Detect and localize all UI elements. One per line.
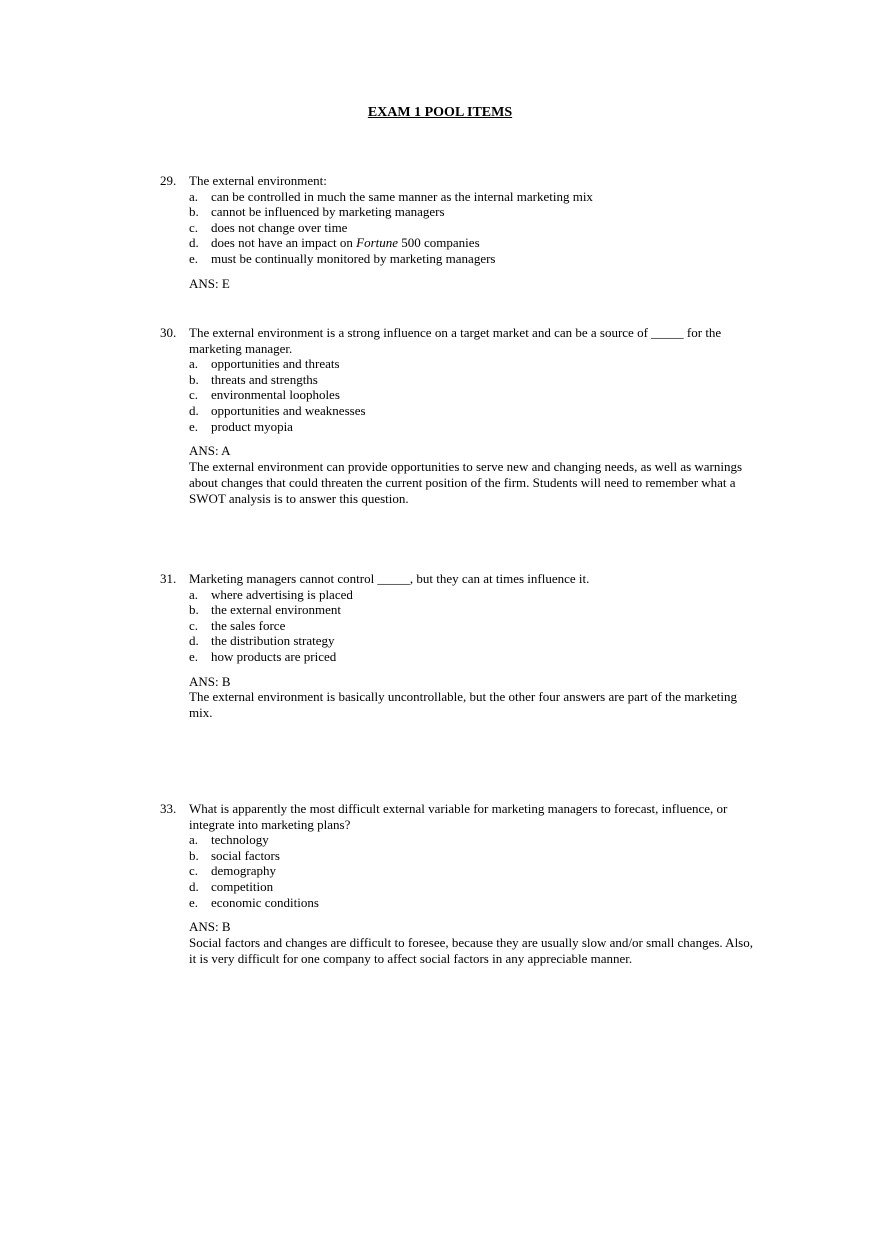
- option-text-post: 500 companies: [398, 235, 480, 251]
- answer: ANS: B: [189, 919, 231, 935]
- option-letter: c.: [189, 863, 199, 879]
- answer-explanation: The external environment is basically uncontrollable, but the other four answers are part of the marketing mix.: [189, 689, 737, 721]
- option-c: [189, 863, 760, 879]
- option-c: [189, 220, 760, 236]
- option-e: [189, 895, 760, 911]
- option-b: [189, 204, 760, 220]
- option-letter: c.: [189, 387, 199, 403]
- option-letter: e.: [189, 648, 199, 664]
- option-c: [189, 387, 760, 403]
- option-letter: c.: [189, 219, 199, 235]
- option-text: the distribution strategy: [211, 633, 335, 649]
- question-number: 33.: [160, 801, 177, 816]
- option-letter: b.: [189, 371, 199, 387]
- option-text: opportunities and weaknesses: [211, 402, 366, 418]
- option-d: [189, 235, 760, 251]
- question-stem: The external environment:: [189, 173, 327, 188]
- option-letter: e.: [189, 418, 199, 434]
- option-letter: d.: [189, 633, 199, 649]
- answer-explanation: The external environment can provide opportunities to serve new and changing needs, as well as warnings about changes that could threaten the current position of the firm. Students will need to remember what a SWOT analysis is to answer this question.: [189, 458, 743, 506]
- question-number: 30.: [160, 325, 177, 340]
- option-text-italic: Fortune: [356, 235, 399, 251]
- answer: ANS: A: [189, 443, 231, 459]
- answer: ANS: E: [189, 275, 230, 291]
- option-letter: e.: [189, 894, 199, 910]
- option-text-pre: does not have an impact on: [211, 235, 357, 251]
- option-text: can be controlled in much the same manner as the internal marketing mix: [211, 188, 593, 204]
- option-d: [189, 633, 760, 649]
- question-number: 29.: [160, 173, 177, 188]
- question-31: [160, 571, 760, 721]
- question-number: 31.: [160, 571, 177, 586]
- option-text: the external environment: [211, 602, 341, 618]
- option-text: competition: [211, 878, 274, 894]
- option-letter: d.: [189, 878, 199, 894]
- option-d: [189, 879, 760, 895]
- option-text: how products are priced: [211, 648, 337, 664]
- option-c: [189, 618, 760, 634]
- option-letter: b.: [189, 847, 199, 863]
- option-d: [189, 403, 760, 419]
- option-letter: b.: [189, 204, 199, 220]
- option-text: environmental loopholes: [211, 387, 340, 403]
- option-text: cannot be influenced by marketing managers: [211, 204, 445, 220]
- option-text: [211, 235, 760, 251]
- option-letter: a.: [189, 832, 199, 848]
- question-stem: The external environment is a strong influence on a target market and can be a source of _____ for the marketing manager.: [189, 325, 722, 356]
- question-stem: What is apparently the most difficult external variable for marketing managers to forecast, influence, or integrate into marketing plans?: [189, 801, 728, 832]
- option-b: [189, 602, 760, 618]
- option-letter: a.: [189, 586, 199, 602]
- question-30: [160, 325, 760, 507]
- answer: ANS: B: [189, 673, 231, 689]
- option-text: economic conditions: [211, 894, 319, 910]
- option-text: threats and strengths: [211, 371, 318, 387]
- option-e: [189, 251, 760, 267]
- option-letter: c.: [189, 617, 199, 633]
- option-text: where advertising is placed: [211, 586, 353, 602]
- option-letter: d.: [189, 235, 199, 251]
- option-text: the sales force: [211, 617, 286, 633]
- option-text: must be continually monitored by marketing managers: [211, 250, 496, 266]
- option-text: demography: [211, 863, 276, 879]
- option-a: [189, 587, 760, 603]
- option-text: social factors: [211, 847, 280, 863]
- option-text: does not change over time: [211, 219, 348, 235]
- option-text: product myopia: [211, 418, 293, 434]
- answer-explanation: Social factors and changes are difficult to foresee, because they are usually slow and/or small changes. Also, it is very difficult for one company to affect social factors in any appreciable manner.: [189, 934, 753, 966]
- option-a: [189, 356, 760, 372]
- option-b: [189, 372, 760, 388]
- question-33: [160, 801, 760, 967]
- page-title: EXAM 1 POOL ITEMS: [367, 105, 513, 120]
- option-text: technology: [211, 832, 269, 848]
- option-text: opportunities and threats: [211, 356, 340, 372]
- option-a: [189, 189, 760, 205]
- option-letter: d.: [189, 402, 199, 418]
- option-letter: e.: [189, 250, 199, 266]
- option-letter: a.: [189, 188, 199, 204]
- option-e: [189, 419, 760, 435]
- option-letter: b.: [189, 602, 199, 618]
- option-a: [189, 832, 760, 848]
- option-letter: a.: [189, 356, 199, 372]
- option-e: [189, 649, 760, 665]
- option-b: [189, 848, 760, 864]
- question-stem: Marketing managers cannot control _____, but they can at times influence it.: [189, 571, 590, 586]
- question-29: [160, 173, 760, 291]
